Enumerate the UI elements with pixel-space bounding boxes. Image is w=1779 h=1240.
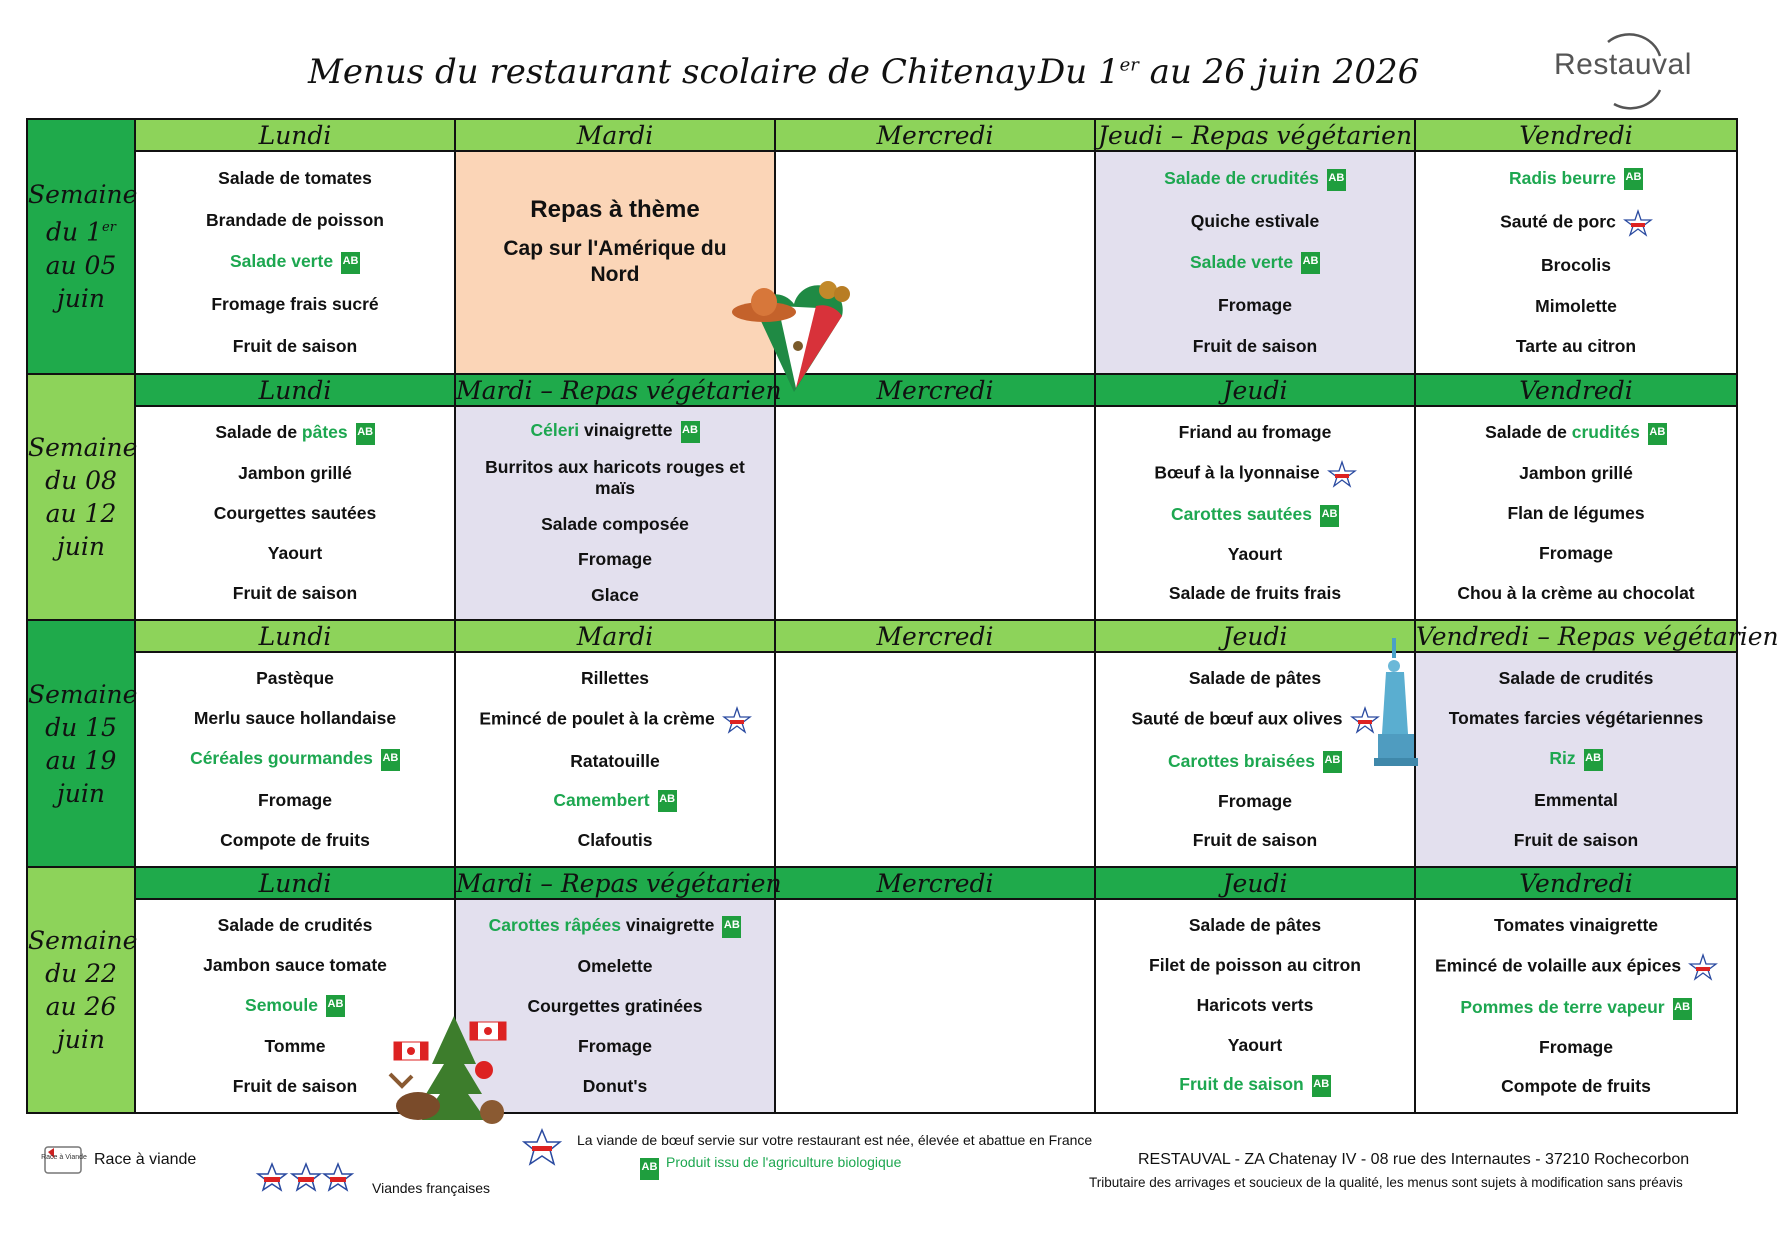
menu-items — [1416, 407, 1736, 619]
page-title: Menus du restaurant scolaire de Chitenay — [308, 52, 1035, 92]
menu-item — [144, 583, 446, 604]
day-cell — [455, 406, 775, 620]
week-label-line: Semaine — [28, 679, 138, 709]
menu-items — [136, 407, 454, 619]
menu-item-text: Salade de pâtes — [1188, 667, 1322, 688]
menu-item — [1424, 255, 1728, 276]
menu-item-prefix: Salade de — [215, 422, 302, 443]
menu-item — [1424, 168, 1728, 190]
menu-item-text: pâtes — [301, 422, 348, 443]
menu-items — [1416, 653, 1736, 866]
week-label — [27, 867, 138, 1113]
restauval-address: RESTAUVAL - ZA Chatenay IV - 08 rue des Internautes - 37210 Rochecorbon — [1138, 1151, 1690, 1168]
menu-item — [1104, 422, 1406, 443]
bio-ab-icon: AB — [1584, 749, 1603, 771]
day-header — [455, 620, 775, 652]
menu-item-text: Brandade de poisson — [206, 209, 384, 230]
menu-item — [144, 955, 446, 976]
menu-item-text: Rillettes — [580, 667, 650, 688]
menu-item — [1104, 955, 1406, 976]
menu-item-text: Fruit de saison — [1192, 830, 1318, 851]
menu-item-text: Chou à la crème au chocolat — [1457, 582, 1695, 603]
restauval-logo: Restauval — [1548, 34, 1698, 110]
viandes-francaises-icons — [256, 1162, 356, 1194]
theme-title: Repas à thème — [530, 196, 700, 223]
menu-item — [464, 457, 766, 499]
menu-item-text: Céréales gourmandes — [190, 748, 373, 769]
date-range: Du 1er au 26 juin 2026 — [1038, 52, 1420, 92]
menu-item — [1424, 463, 1728, 484]
day-header — [775, 620, 1095, 652]
menu-item-text: Salade de crudités — [1164, 168, 1319, 189]
week-label-line: juin — [57, 1025, 105, 1054]
bio-ab-icon: AB — [1673, 998, 1692, 1020]
week-label-line: Semaine — [28, 926, 138, 955]
day-header — [135, 374, 455, 406]
menu-item — [1424, 708, 1728, 729]
menu-item — [1424, 915, 1728, 936]
menu-items — [136, 653, 454, 866]
menu-item — [1104, 168, 1406, 190]
day-header — [1095, 119, 1415, 151]
week-label-line: au 05 — [45, 250, 117, 280]
day-cell — [1415, 151, 1737, 374]
menu-item-text: Salade de crudités — [217, 915, 373, 936]
menu-item — [1424, 503, 1728, 524]
week-label — [27, 119, 138, 374]
day-header-label: Mercredi — [876, 621, 994, 651]
bio-ab-icon: AB — [356, 423, 375, 445]
legend-boeuf: La viande de bœuf servie sur votre restaurant est née, élevée et abattue en France — [577, 1132, 1093, 1148]
bio-ab-icon: AB — [1323, 751, 1342, 773]
menu-item-text: Sauté de bœuf aux olives — [1131, 708, 1343, 729]
menu-items — [1416, 152, 1736, 373]
theme-subtitle: Cap sur l'Amérique du Nord — [503, 237, 727, 286]
day-cell — [135, 652, 455, 867]
week-label-line: du 08 — [45, 466, 117, 495]
menu-item — [464, 549, 766, 570]
bio-ab-icon: AB — [1320, 505, 1339, 527]
menu-item-text: Carottes braisées — [1168, 750, 1315, 771]
menu-item-text: Fruit de saison — [232, 582, 358, 603]
menu-items — [1096, 152, 1414, 373]
day-header-label: Vendredi – Repas végétarien — [1416, 621, 1779, 651]
menu-item-text: Emmental — [1534, 789, 1618, 810]
menu-item-suffix: vinaigrette — [620, 915, 715, 936]
menu-item — [144, 543, 446, 564]
menu-item-text: Fruit de saison — [232, 335, 358, 356]
menu-item — [1104, 830, 1406, 851]
day-cell — [1095, 652, 1415, 867]
day-header — [135, 620, 455, 652]
menu-item-text: Pastèque — [256, 668, 334, 689]
menu-item-text: Jambon sauce tomate — [203, 955, 387, 976]
day-cell — [1415, 899, 1737, 1113]
svg-text:Race à Viande: Race à Viande — [41, 1154, 87, 1161]
week-label-line: du 1 — [46, 217, 103, 247]
menu-item-text: Courgettes sautées — [213, 503, 377, 524]
menu-item — [1104, 211, 1406, 232]
day-header — [1095, 374, 1415, 406]
day-header-label: Vendredi — [1519, 120, 1633, 150]
legend-bio: Produit issu de l'agriculture biologique — [666, 1154, 902, 1170]
menu-item-text: Salade verte — [1189, 252, 1294, 272]
day-header — [1415, 119, 1737, 151]
menu-item-text: Radis beurre — [1509, 167, 1616, 188]
menu-item — [464, 915, 766, 937]
day-header-label: Mercredi — [876, 375, 994, 405]
week-label-line: juin — [57, 778, 105, 808]
week-label-line: juin — [57, 532, 105, 561]
menu-item — [1424, 1037, 1728, 1058]
menu-item-text: Fromage — [578, 549, 652, 570]
menu-item — [1424, 296, 1728, 317]
menu-items — [456, 407, 774, 619]
menu-item-text: Jambon grillé — [1519, 463, 1633, 484]
week-label-line: du 15 — [45, 712, 117, 742]
menu-item-text: Fromage — [258, 789, 332, 810]
menu-item-text: Burritos aux haricots rouges et maïs — [485, 457, 745, 499]
menu-item-text: Emincé de poulet à la crème — [479, 708, 715, 729]
menu-item-text: Ratatouille — [570, 750, 660, 771]
menu-item-text: Fruit de saison — [232, 1075, 358, 1096]
menu-item — [1104, 1074, 1406, 1096]
bio-ab-icon: AB — [1312, 1075, 1331, 1097]
day-cell — [135, 406, 455, 620]
menu-item-text: Fruit de saison — [1179, 1074, 1304, 1095]
menu-item-text: Salade de pâtes — [1188, 915, 1322, 936]
week-label — [27, 620, 138, 867]
menu-item — [464, 956, 766, 977]
menu-item — [144, 668, 446, 689]
menu-item — [1104, 995, 1406, 1016]
menu-item — [1424, 954, 1728, 980]
week-label-sup: er — [102, 220, 116, 236]
day-header-label: Jeudi — [1222, 621, 1288, 651]
menu-item-text: Glace — [591, 584, 639, 605]
day-header-label: Jeudi — [1222, 375, 1288, 405]
week-label-line: au 19 — [45, 745, 117, 775]
day-header — [1415, 867, 1737, 899]
menu-item-text: Camembert — [553, 789, 650, 810]
menu-item — [1104, 295, 1406, 316]
menu-item — [1104, 668, 1406, 689]
french-meat-star-icon — [723, 707, 751, 733]
menu-item — [464, 420, 766, 442]
day-cell — [775, 899, 1095, 1113]
menu-item-text: Compote de fruits — [220, 829, 370, 850]
day-header-label: Lundi — [258, 868, 332, 898]
menu-item — [144, 708, 446, 729]
day-header-label: Lundi — [258, 375, 332, 405]
menu-item — [1104, 583, 1406, 604]
menu-item — [1104, 915, 1406, 936]
day-header — [775, 119, 1095, 151]
menu-items — [1096, 407, 1414, 619]
menu-item-text: Fromage — [1539, 542, 1613, 563]
menu-item-prefix: Salade de — [1485, 422, 1572, 443]
menu-item-text: Yaourt — [267, 542, 323, 563]
menu-item — [144, 168, 446, 189]
menu-item-text: Mimolette — [1535, 295, 1617, 316]
day-header — [455, 867, 782, 899]
day-header-label: Mercredi — [876, 868, 994, 898]
legend-viandes-francaises: Viandes françaises — [372, 1180, 491, 1196]
menu-item-text: Fromage — [1539, 1037, 1613, 1058]
menu-item — [1104, 1035, 1406, 1056]
day-cell — [775, 652, 1095, 867]
day-cell — [1095, 151, 1415, 374]
french-meat-star-icon — [1328, 461, 1356, 487]
canada-moose-illustration — [388, 1014, 516, 1130]
day-header — [775, 867, 1095, 899]
bio-ab-icon: AB — [341, 252, 360, 274]
menu-item — [1424, 668, 1728, 689]
menu-item — [144, 336, 446, 357]
menu-items — [1096, 900, 1414, 1112]
menu-item-text: Emincé de volaille aux épices — [1434, 955, 1682, 976]
menu-item-text: Tarte au citron — [1515, 336, 1637, 357]
day-header-label: Mardi – Repas végétarien — [456, 375, 782, 405]
menu-item-text: Jambon grillé — [238, 463, 352, 484]
race-a-viande-badge — [41, 1146, 87, 1174]
menu-item — [464, 668, 766, 689]
bio-ab-icon: AB — [722, 916, 741, 938]
day-cell — [1095, 406, 1415, 620]
menu-item-text: Tomates farcies végétariennes — [1448, 708, 1704, 729]
day-header — [1095, 620, 1415, 652]
menu-item — [144, 748, 446, 770]
menu-item-text: Yaourt — [1227, 544, 1283, 565]
menu-item — [1104, 504, 1406, 526]
menu-item-text: Salade de fruits frais — [1168, 583, 1342, 604]
menu-item — [1424, 422, 1728, 444]
day-header-label: Mardi – Repas végétarien — [456, 868, 782, 898]
week-label-line: au 12 — [45, 499, 117, 528]
menu-item — [144, 294, 446, 315]
menu-item — [1424, 790, 1728, 811]
bio-ab-icon: AB — [381, 749, 400, 771]
day-header — [135, 119, 455, 151]
day-header-label: Vendredi — [1519, 375, 1633, 405]
menu-item — [144, 915, 446, 936]
menu-item-text: Merlu sauce hollandaise — [193, 708, 397, 729]
menu-item-text: Donut's — [582, 1075, 648, 1096]
week-label-line: au 26 — [45, 992, 117, 1021]
menu-item-text: Brocolis — [1540, 255, 1612, 276]
menu-item — [144, 790, 446, 811]
menu-item — [1104, 544, 1406, 565]
day-header-label: Jeudi — [1222, 868, 1288, 898]
week-label — [27, 374, 138, 620]
week-label-line: Semaine — [28, 433, 138, 462]
menu-item — [464, 790, 766, 812]
day-cell — [455, 652, 775, 867]
menu-item — [464, 514, 766, 535]
menu-item-text: Fromage — [578, 1035, 652, 1056]
menu-item — [1104, 791, 1406, 812]
menu-item — [1424, 748, 1728, 770]
menu-item-text: Semoule — [245, 994, 318, 1015]
bio-ab-icon: AB — [1301, 252, 1320, 274]
menu-items — [1096, 653, 1414, 866]
menu-item — [1424, 997, 1728, 1019]
day-header — [1415, 374, 1737, 406]
menu-item-text: Omelette — [577, 956, 653, 977]
menu-item-text: Carottes râpées — [488, 915, 621, 936]
menu-item-text: Clafoutis — [577, 830, 653, 851]
menu-item-text: Salade verte — [229, 251, 334, 272]
menu-item — [1104, 751, 1406, 773]
menu-item — [1104, 252, 1406, 274]
menu-item-text: Carottes sautées — [1170, 504, 1313, 525]
menu-item-text: Riz — [1549, 748, 1576, 769]
menu-item-text: Fromage frais sucré — [211, 294, 379, 315]
theme-meal — [456, 152, 774, 288]
menu-item-text: Salade de tomates — [218, 168, 372, 189]
menu-item — [1424, 583, 1728, 604]
menu-item — [1424, 830, 1728, 851]
day-header-label: Mercredi — [876, 120, 994, 150]
day-header — [1095, 867, 1415, 899]
menu-item-text: Bœuf à la lyonnaise — [1154, 462, 1320, 483]
day-cell — [1415, 652, 1737, 867]
menu-item-text: Filet de poisson au citron — [1149, 955, 1361, 976]
menu-item — [1424, 1076, 1728, 1097]
day-header-label: Lundi — [258, 120, 332, 150]
menu-item-text: Courgettes gratinées — [527, 996, 703, 1017]
statue-of-liberty-illustration — [1372, 636, 1422, 768]
menu-table — [26, 118, 1779, 1114]
viande-bovine-france-icon — [522, 1128, 562, 1166]
day-header — [1415, 620, 1779, 652]
menu-item — [1104, 461, 1406, 487]
menu-item-suffix: vinaigrette — [579, 420, 673, 441]
menu-item-text: Compote de fruits — [1501, 1076, 1651, 1097]
day-cell — [1095, 899, 1415, 1113]
menu-item — [464, 830, 766, 851]
menu-item — [1104, 707, 1406, 733]
menu-item — [464, 585, 766, 606]
menu-item — [1424, 336, 1728, 357]
menu-item-text: Haricots verts — [1196, 994, 1314, 1015]
week-label-line: du 22 — [45, 959, 117, 988]
menu-item — [144, 463, 446, 484]
menu-item — [144, 422, 446, 444]
bio-ab-icon: AB — [658, 790, 677, 812]
day-cell — [455, 151, 775, 374]
menu-item-text: Salade composée — [541, 513, 689, 534]
menu-item-text: Yaourt — [1227, 1034, 1283, 1055]
menu-item-text: Salade de crudités — [1498, 668, 1654, 689]
menu-item — [464, 707, 766, 733]
menu-item — [144, 251, 446, 273]
french-meat-star-icon — [1624, 210, 1652, 236]
mexico-heart-illustration — [734, 276, 854, 400]
menu-item-text: Fruit de saison — [1513, 829, 1639, 850]
menu-item — [144, 210, 446, 231]
day-cell — [1415, 406, 1737, 620]
menu-item-text: crudités — [1571, 422, 1640, 443]
menu-item-text: Fromage — [1218, 294, 1292, 315]
day-header-label: Mardi — [576, 621, 654, 651]
bio-ab-icon: AB — [1327, 169, 1346, 191]
day-header — [455, 374, 782, 406]
menu-item-text: Flan de légumes — [1507, 503, 1645, 524]
menu-item-text: Céleri — [530, 420, 580, 441]
menu-item — [1424, 210, 1728, 236]
menu-item-text: Quiche estivale — [1190, 210, 1320, 231]
legend-race: Race à viande — [94, 1151, 197, 1168]
menu-item-text: Friand au fromage — [1178, 421, 1332, 442]
menu-items — [1416, 900, 1736, 1112]
bio-ab-icon: AB — [326, 995, 345, 1017]
day-cell — [135, 151, 455, 374]
bio-ab-icon: AB — [681, 421, 700, 443]
menu-item-text: Fromage — [1218, 791, 1292, 812]
menu-item-text: Tomates vinaigrette — [1493, 914, 1659, 935]
menu-item-text: Pommes de terre vapeur — [1460, 997, 1665, 1018]
menu-item — [1104, 336, 1406, 357]
week-label-line: Semaine — [28, 180, 138, 210]
menu-item — [144, 830, 446, 851]
menu-items — [136, 152, 454, 373]
menu-item-text: Fruit de saison — [1192, 335, 1318, 356]
menu-items — [456, 653, 774, 866]
day-header-label: Vendredi — [1519, 868, 1633, 898]
day-cell — [775, 406, 1095, 620]
day-header-label: Mardi — [576, 120, 654, 150]
menu-item — [1424, 543, 1728, 564]
day-header-label: Jeudi – Repas végétarien — [1097, 120, 1413, 150]
bio-ab-icon: AB — [1648, 423, 1667, 445]
french-meat-star-icon — [1689, 954, 1717, 980]
day-header-label: Lundi — [258, 621, 332, 651]
day-header — [135, 867, 455, 899]
week-label-line: juin — [57, 283, 105, 313]
menu-item — [144, 503, 446, 524]
day-header — [455, 119, 775, 151]
menu-item — [464, 751, 766, 772]
menu-item-text: Tomme — [264, 1035, 326, 1056]
bio-ab-icon: AB — [640, 1158, 659, 1180]
bio-ab-icon: AB — [1624, 168, 1643, 190]
menu-item-text: Sauté de porc — [1500, 211, 1616, 232]
disclaimer: Tributaire des arrivages et soucieux de la qualité, les menus sont sujets à modification sans préavis — [1089, 1175, 1683, 1190]
